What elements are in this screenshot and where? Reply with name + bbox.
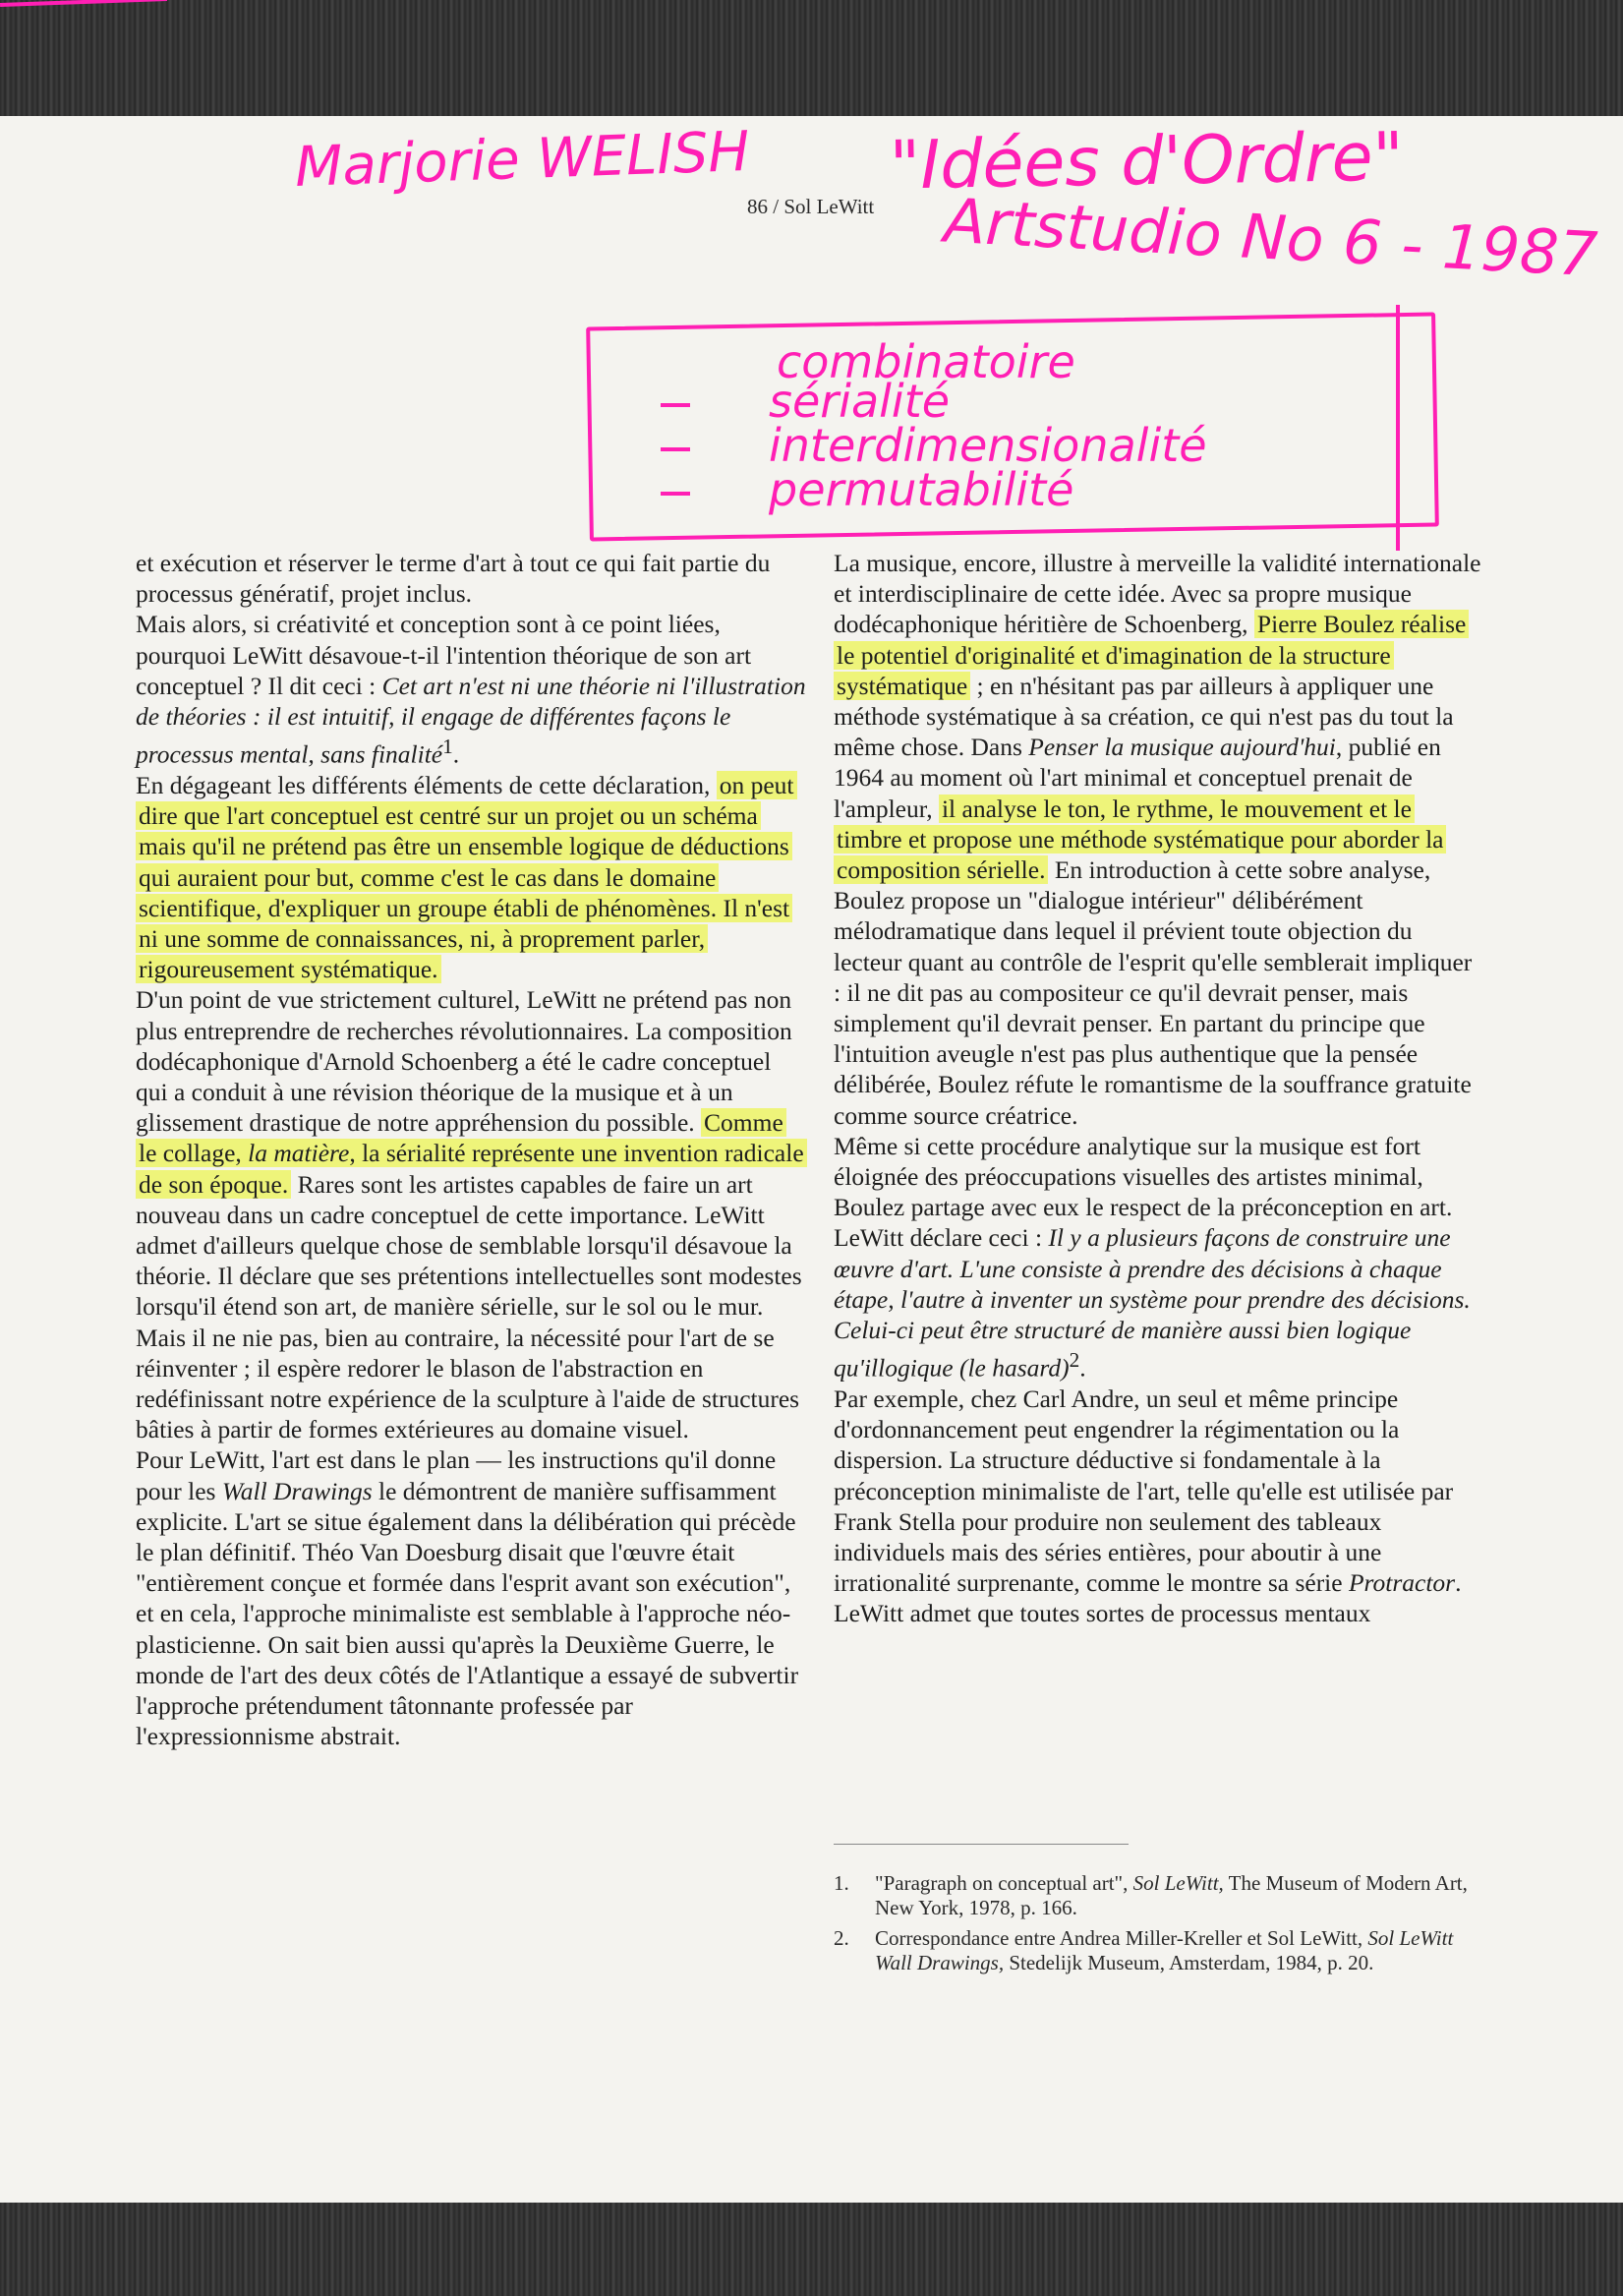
handwritten-keyword: interdimensionalité [661,423,1207,468]
footnote-divider [834,1844,1129,1845]
running-head: 86 / Sol LeWitt [747,195,875,218]
paragraph: Mais alors, si créativité et conception sont à ce point liées, pourquoi LeWitt désavoue-t-il l'intention théorique de son art conceptuel ? Il dit ceci : Cet art n'est ni une théorie ni l'illustration de théories : il est intuitif, il engage de différentes façons le processus mental, sans finalité$^1$. [136,610,806,769]
left-column [136,548,806,1751]
paragraph: Pour LeWitt, l'art est dans le plan — les instructions qu'il donne pour les Wall Drawings le démontrent de manière suffisamment explicite. L'art se situe également dans la délibération qui précède le plan définitif. Théo Van Doesburg disait que l'œuvre était "entièrement conçue et formée dans l'esprit avant son exécution", et en cela, l'approche minimaliste est semblable à l'approche néo-plasticienne. On sait bien aussi qu'après la Deuxième Guerre, le monde de l'art des deux côtés de l'Atlantique a essayé de subvertir l'approche prétendument tâtonnante professée par l'expressionnisme abstrait. [136,1445,799,1751]
paragraph: et exécution et réserver le terme d'art à tout ce qui fait partie du processus génératif, projet inclus. [136,549,771,609]
paragraph: LeWitt admet que toutes sortes de processus mentaux [834,1599,1371,1628]
handwritten-author: Marjorie WELISH [294,119,751,201]
handwritten-keyword: permutabilité [661,467,1073,512]
handwritten-title: "Idées d'Ordre" [889,118,1405,206]
handwritten-keyword: sérialité [661,379,950,424]
highlighted-passage: Comme le collage, la matière, la sérialité représente une invention radicale de son époque. [136,1108,807,1198]
quote: Il y a plusieurs façons de construire une œuvre d'art. L'une consiste à prendre des décisions à chaque étape, l'autre à inventer un système pour prendre des décisions. Celui-ci peut être structuré de manière aussi bien logique qu'illogique (le hasard) [834,1223,1471,1383]
paragraph: La musique, encore, illustre à merveille la validité internationale et interdisciplinaire de cette idée. Avec sa propre musique dodécaphonique héritière de Schoenberg, Pierre Boulez réalise le potentiel d'originalité et d'imagination de la structure systématique ; en n'hésitant pas par ailleurs à appliquer une méthode systématique à sa création, ce qui n'est pas du tout la même chose. Dans Penser la musique aujourd'hui, publié en 1964 au moment où l'art minimal et conceptuel prenait de l'ampleur, il analyse le ton, le rythme, le mouvement et le timbre et propose une méthode systématique pour aborder la composition sérielle. En introduction à cette sobre analyse, Boulez propose un "dialogue intérieur" délibérément mélodramatique dans lequel il prévient toute objection du lecteur quant au contrôle de l'esprit qu'elle semblerait impliquer : il ne dit pas au compositeur ce qu'il devrait penser, mais simplement qu'il devrait penser. En partant du principe que l'intuition aveugle n'est pas plus authentique que la pensée délibérée, Boulez réfute le romantisme de la souffrance gratuite comme source créatrice. [834,549,1481,1130]
footnote-ref: 2 [1069,1348,1080,1373]
footnotes [834,1871,1482,1981]
paragraph: Par exemple, chez Carl Andre, un seul et même principe d'ordonnancement peut engendrer la régimentation ou la dispersion. La structure déductive si fondamentale à la préconception minimaliste de l'art, telle qu'elle est utilisée par Frank Stella pour produire non seulement des tableaux individuels mais des séries entières, pour aboutir à une irrationalité surprenante, comme le montre sa série Protractor. [834,1383,1462,1598]
handwritten-keyword: combinatoire [777,335,1075,388]
paragraph: En dégageant les différents éléments de cette déclaration, on peut dire que l'art conceptuel est centré sur un projet ou un schéma mais qu'il ne prétend pas être un ensemble logique de déductions qui auraient pour but, comme c'est le cas dans le domaine scientifique, d'expliquer un groupe établi de phénomènes. Il n'est ni une somme de connaissances, ni, à proprement parler, rigoureusement systématique. [136,770,806,984]
highlighted-passage: Pierre Boulez réalise le potentiel d'originalité et d'imagination de la structure systématique [834,610,1469,699]
scan-border-top [0,0,1623,116]
handwritten-box-stroke [1396,305,1400,551]
quote: Cet art n'est ni une théorie ni l'illustration de théories : il est intuitif, il engage de différentes façons le processus mental, sans finalité [136,671,806,769]
footnote: 2. Correspondance entre Andrea Miller-Kreller et Sol LeWitt, Sol LeWitt Wall Drawings, Stedelijk Museum, Amsterdam, 1984, p. 20. [834,1926,1454,1974]
paragraph: Même si cette procédure analytique sur la musique est fort éloignée des préoccupations visuelles des artistes minimal, Boulez partage avec eux le respect de la préconception en art. LeWitt déclare ceci : Il y a plusieurs façons de construire une œuvre d'art. L'une consiste à prendre des décisions à chaque étape, l'autre à inventer un système pour prendre des décisions. Celui-ci peut être structuré de manière aussi bien logique qu'illogique (le hasard)$^2$. [834,1131,1471,1383]
footnote: 1. "Paragraph on conceptual art", Sol LeWitt, The Museum of Modern Art, New York, 1978, p. 166. [834,1871,1468,1919]
handwritten-reference: Artstudio No 6 - 1987 [942,184,1599,291]
highlighted-passage: il analyse le ton, le rythme, le mouvement et le timbre et propose une méthode systématique pour aborder la composition sérielle. [834,795,1446,884]
footnote-ref: 1 [442,735,453,759]
highlighted-passage: on peut dire que l'art conceptuel est centré sur un projet ou un schéma mais qu'il ne prétend pas être un ensemble logique de déductions qui auraient pour but, comme c'est le cas dans le domaine scientifique, d'expliquer un groupe établi de phénomènes. Il n'est ni une somme de connaissances, ni, à proprement parler, rigoureusement systématique. [136,771,797,983]
paragraph: D'un point de vue strictement culturel, LeWitt ne prétend pas non plus entreprendre de recherches révolutionnaires. La composition dodécaphonique d'Arnold Schoenberg a été le cadre conceptuel qui a conduit à une révision théorique de la musique et à un glissement drastique de notre appréhension du possible. Comme le collage, la matière, la sérialité représente une invention radicale de son époque. Rares sont les artistes capables de faire un art nouveau dans un cadre conceptuel de cette importance. LeWitt admet d'ailleurs quelque chose de semblable lorsqu'il désavoue la théorie. Il déclare que ses prétentions intellectuelles sont modestes lorsqu'il étend son art, de manière sérielle, sur le sol ou le mur. Mais il ne nie pas, bien au contraire, la nécessité pour l'art de se réinventer ; il espère redorer le blason de l'abstraction en redéfinissant notre expérience de la sculpture à l'aide de structures bâties à partir de formes extérieures au domaine visuel. [136,984,806,1444]
right-column [834,548,1482,1629]
scan-border-bottom [0,2203,1623,2296]
